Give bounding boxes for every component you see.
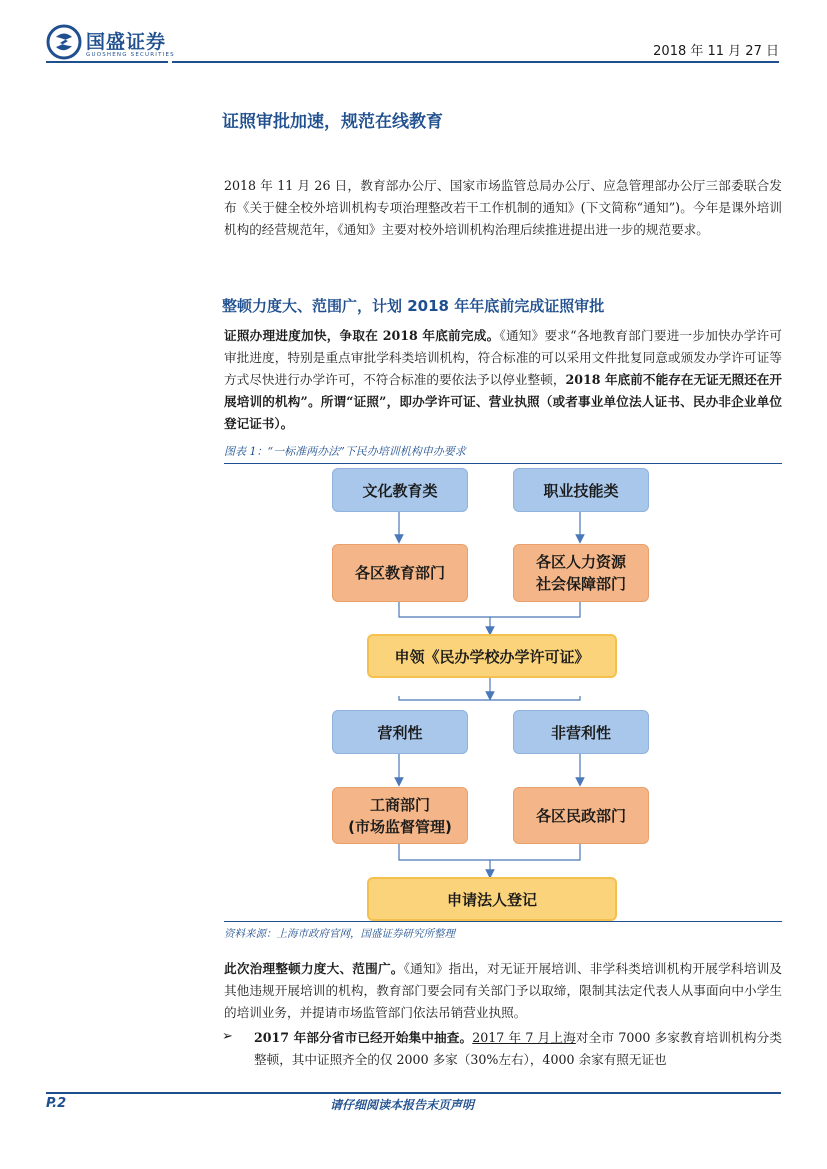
license-paragraph-tail: 2018 年底前不能存在无证无照还在开展培训的机构”。所谓“证照”，即办学许可证、营业执照（或者事业单位法人证书、民办非企业单位登记证书）。 [224,372,783,431]
license-paragraph-body: 《通知》要求“各地教育部门要进一步加快办学许可审批进度，特别是重点审批学科类培训机构，符合标准的可以采用文件批复同意或颁发办学许可证等方式尽快进行办学许可，不符合标准的要依法予以停业整顿， [224,328,782,387]
footer-rule [46,1092,781,1094]
node-commerce-line1: 工商部门 [369,795,430,814]
node-education-dept: 各区教育部门 [332,544,468,602]
footer-disclaimer: 请仔细阅读本报告末页声明 [330,1098,475,1112]
node-legal-registration: 申请法人登记 [367,877,617,921]
intro-paragraph: 2018 年 11 月 26 日，教育部办公厅、国家市场监管总局办公厅、应急管理部办公厅三部委联合发布《关于健全校外培训机构专项治理整改若干工作机制的通知》(下文简称“通知”)。今年是课外培训机构的经营规范年，《通知》主要对校外培训机构治理后续推进提出进一步的规范要求。 [224,178,782,237]
brand-subtitle: GUOSHENG SECURITIES [86,52,175,58]
node-commerce-line2: (市场监督管理) [348,817,452,836]
node-hr-dept-line2: 社会保障部门 [535,575,626,593]
connector-depts-to-license [399,600,580,617]
bullet-paragraph [254,1027,782,1071]
bullet-lead: 2017 年部分省市已经开始集中抽查。 [254,1030,473,1045]
bullet-body: 对全市 7000 多家教育培训机构分类整顿，其中证照齐全的仅 2000 多家（30%左右），4000 余家有照无证也 [254,1030,783,1067]
section-title: 证照审批加速，规范在线教育 [222,112,443,132]
figure-source: 资料来源：上海市政府官网，国盛证券研究所整理 [224,921,782,941]
node-for-profit: 营利性 [332,710,468,754]
figure-caption: 图表 1：“一标准两办法”下民办培训机构申办要求 [224,443,782,464]
node-non-profit: 非营利性 [513,710,649,754]
node-vocational-skills: 职业技能类 [513,468,649,512]
node-hr-dept-line1: 各区人力资源 [535,553,626,571]
bullet-underlined: 2017 年 7 月上海 [472,1030,576,1045]
bullet-arrow-icon: ➢ [222,1029,233,1044]
rectification-paragraph-body: 《通知》指出，对无证开展培训、非学科类培训机构开展学科培训及其他违规开展培训的机构，教育部门要会同有关部门予以取缔，限制其法定代表人从事面向中小学生的培训业务，并提请市场监管部门依法吊销营业执照。 [224,961,782,1020]
node-hr-dept [513,544,649,602]
license-paragraph-lead: 证照办理进度加快，争取在 2018 年底前完成。 [224,328,500,343]
node-civil-affairs: 各区民政部门 [513,787,649,844]
section-subtitle: 整顿力度大、范围广，计划 2018 年年底前完成证照审批 [222,297,605,315]
brand-name: 国盛证券 [86,31,167,53]
rectification-paragraph [224,958,782,1024]
rectification-paragraph-lead: 此次治理整顿力度大、范围广。 [224,961,404,976]
report-date: 2018 年 11 月 27 日 [653,44,779,59]
node-culture-education: 文化教育类 [332,468,468,512]
page-number: P.2 [46,1096,67,1111]
connector-split [399,696,580,700]
node-school-license: 申领《民办学校办学许可证》 [367,634,617,678]
node-commerce-dept [332,787,468,844]
connector-to-register [399,842,580,860]
